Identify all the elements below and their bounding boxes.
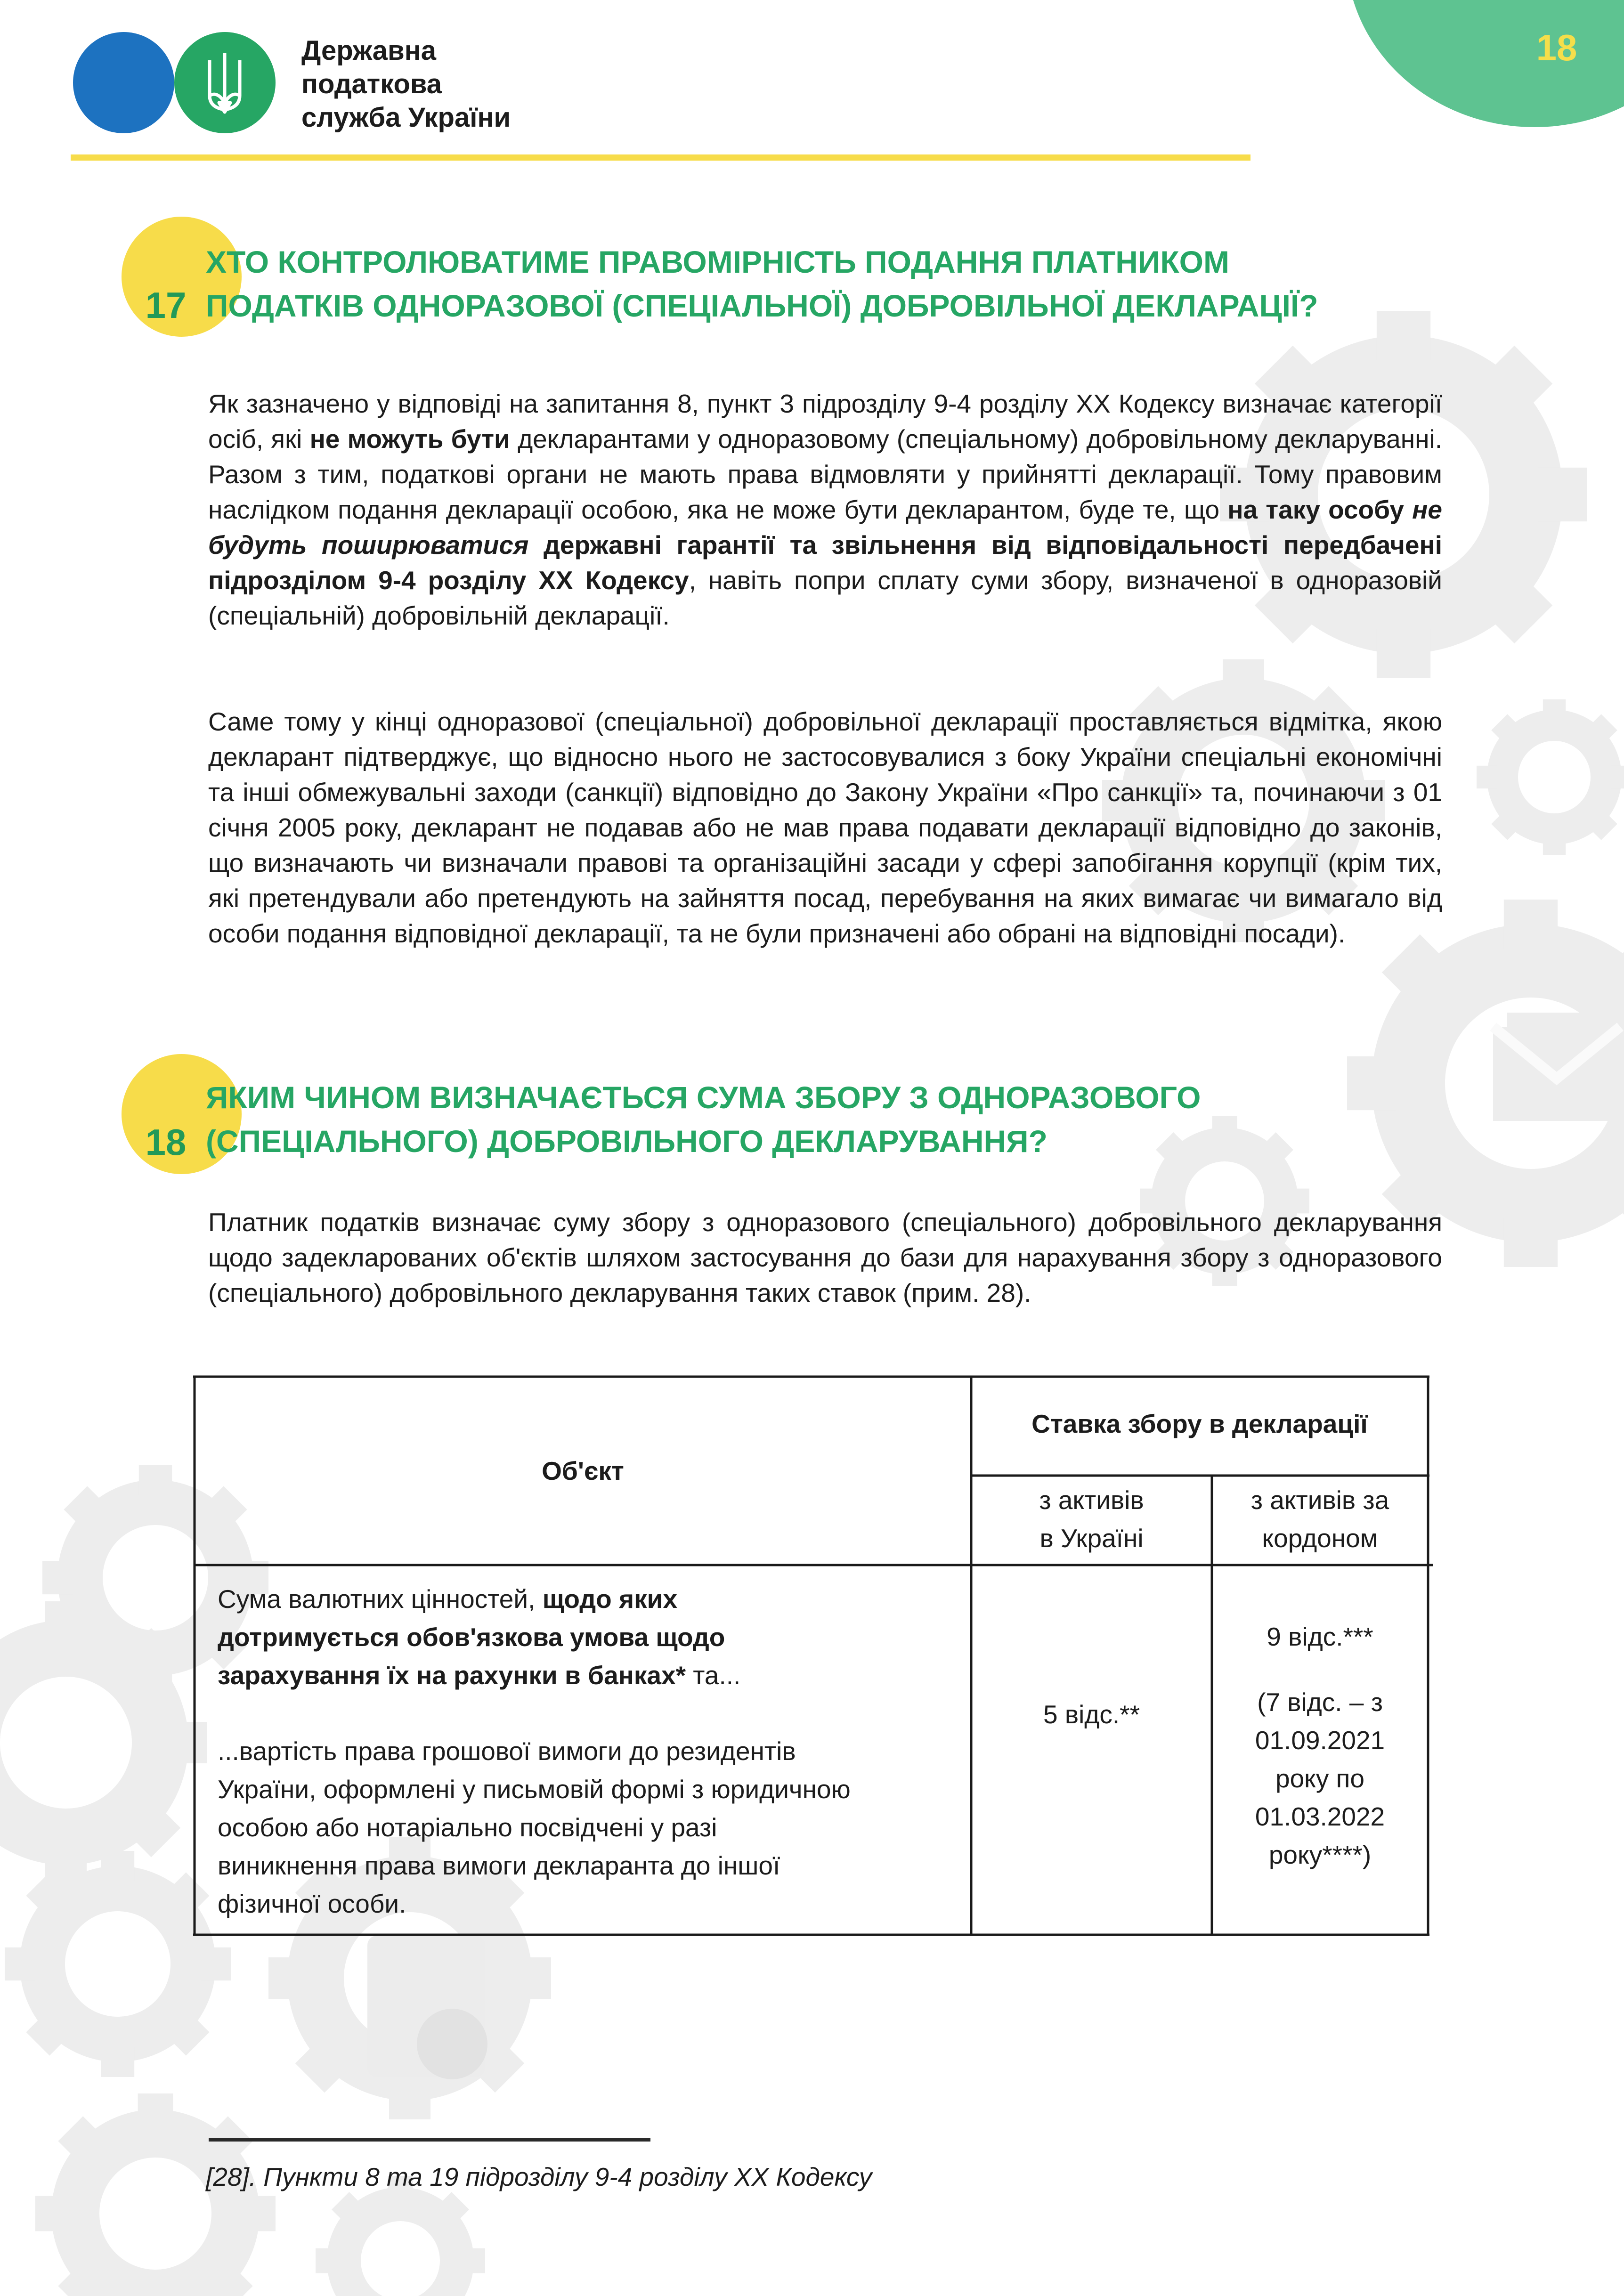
section-18-title-line2: (СПЕЦІАЛЬНОГО) ДОБРОВІЛЬНОГО ДЕКЛАРУВАННЯ? — [206, 1124, 1047, 1159]
org-name-line1: Державна — [301, 35, 436, 66]
org-name-line3: служба України — [301, 102, 511, 133]
section-17-paragraph-2: Саме тому у кінці одноразової (спеціальної) добровільної декларації проставляється відмітка, якою декларант підтверджує, що відносно нього не застосовувалися з боку України спеціальні економічні та інші обмежувальні заходи (санкції) відповідно до Закону України «Про санкції» та, починаючи з 01 січня 2005 року, декларант не подавав або не мав права подавати декларації відповідно до законів, що визначають чи визначали правові та організаційні засади у сфері запобігання корупції (крім тих, які претендували або претендують на зайняття посад, перебування на яких вимагає чи вимагало від особи подання відповідної декларації, та не були призначені або обрані на відповідні посади). — [208, 707, 1442, 948]
table-subheader-abroad: з активів за кордоном — [1250, 1485, 1389, 1553]
footnote-28: [28]. Пункти 8 та 19 підрозділу 9-4 розділу ХХ Кодексу — [206, 2162, 872, 2191]
footnote-divider — [209, 2138, 650, 2142]
table-cell-object: Сума валютних цінностей, щодо яких дотримується обов'язкова умова щодо зарахування їх на рахунки в банках* та... ...вартість права грошової вимоги до резидентів України, оформлені у письмовій формі з юридичною особою або нотаріально посвідчені у разі виникнення права вимоги декларанта до іншої фізичної особи. — [218, 1584, 851, 1918]
section-17-title-line2: ПОДАТКІВ ОДНОРАЗОВОЇ (СПЕЦІАЛЬНОЇ) ДОБРОВІЛЬНОЇ ДЕКЛАРАЦІЇ? — [206, 288, 1318, 323]
table-cell-rate-abroad: 9 відс.*** (7 відс. – з 01.09.2021 року по 01.03.2022 року****) — [1255, 1622, 1385, 1869]
page-number: 18 — [1536, 27, 1577, 68]
table-cell-rate-ukraine: 5 відс.** — [1043, 1700, 1140, 1729]
section-17-number: 17 — [145, 284, 187, 326]
section-18-number: 18 — [145, 1121, 187, 1163]
org-name-line2: податкова — [301, 69, 442, 99]
table-subheader-ukraine: з активів в Україні — [1039, 1485, 1144, 1553]
section-17-title-line1: ХТО КОНТРОЛЮВАТИМЕ ПРАВОМІРНІСТЬ ПОДАННЯ ПЛАТНИКОМ — [206, 244, 1229, 279]
table-header-rate: Ставка збору в декларації — [1031, 1409, 1368, 1438]
section-18-title-line1: ЯКИМ ЧИНОМ ВИЗНАЧАЄТЬСЯ СУМА ЗБОРУ З ОДНОРАЗОВОГО — [206, 1080, 1201, 1115]
section-17-paragraph-1: Як зазначено у відповіді на запитання 8, пункт 3 підрозділу 9-4 розділу ХХ Кодексу визначає категорії осіб, які не можуть бути декларантами у одноразовому (спеціальному) добровільному декларуванні. Разом з тим, податкові органи не мають права відмовляти у прийнятті декларації. Тому правовим наслідком подання декларації особою, яка не може бути декларантом, буде те, що на таку особу не будуть поширюватися державні гарантії та звільнення від відповідальності передбачені підрозділом 9-4 розділу ХХ Кодексу, навіть попри сплату суми збору, визначеної в одноразовій (спеціальній) добровільній декларації. — [208, 389, 1443, 630]
table-header-object: Об'єкт — [542, 1456, 624, 1485]
section-18-paragraph-1: Платник податків визначає суму збору з одноразового (спеціального) добровільного декларування щодо задекларованих об'єктів шляхом застосування до бази для нарахування збору з одноразового (спеціального) добровільного декларування таких ставок (прим. 28). — [208, 1208, 1442, 1307]
